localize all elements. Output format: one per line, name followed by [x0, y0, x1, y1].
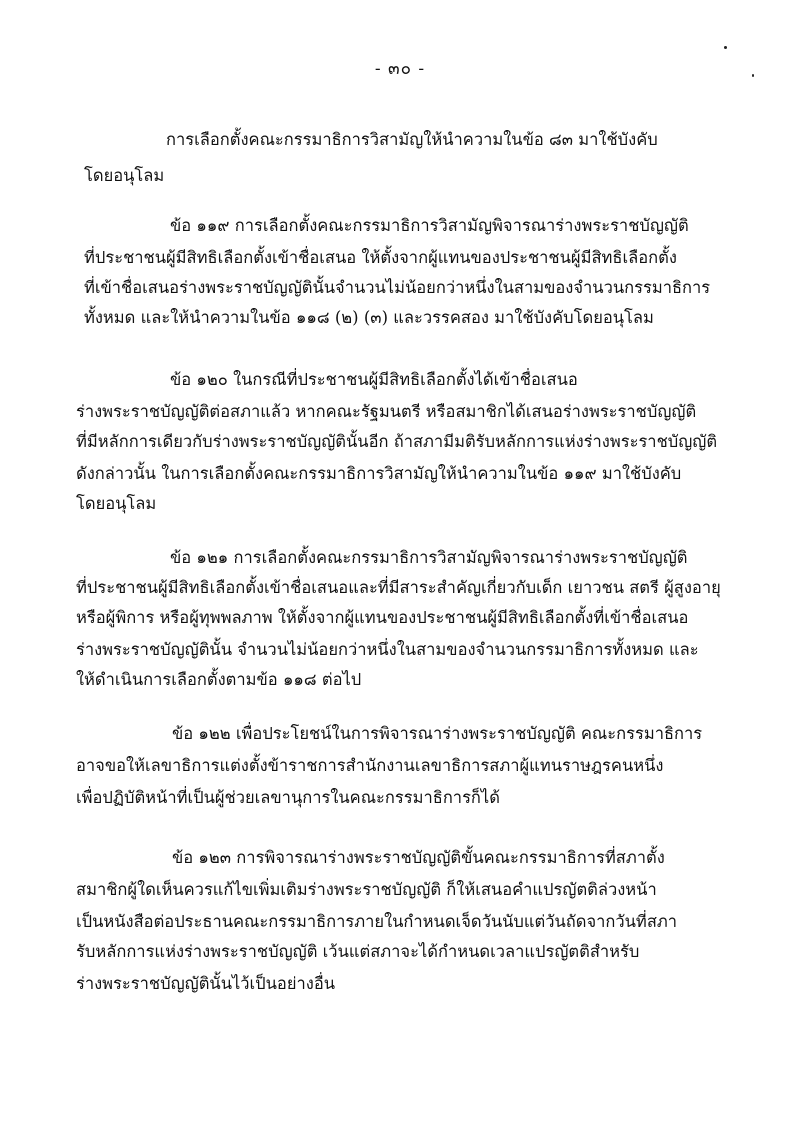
scan-speck — [752, 74, 754, 77]
text-line: หรือผู้พิการ หรือผู้ทุพพลภาพ ให้ตั้งจากผู้แทนของประชาชนผู้มีสิทธิเลือกตั้งที่เข้าชื่อเสนอ — [76, 608, 689, 627]
text-line: ที่มีหลักการเดียวกับร่างพระราชบัญญัตินั้นอีก ถ้าสภามีมติรับหลักการแห่งร่างพระราชบัญญัติ — [76, 432, 718, 451]
page-number: - ๓๐ - — [374, 59, 426, 79]
text-line: ข้อ ๑๑๙ การเลือกตั้งคณะกรรมาธิการวิสามัญพิจารณาร่างพระราชบัญญัติ — [170, 216, 689, 235]
text-line: ข้อ ๑๒๓ การพิจารณาร่างพระราชบัญญัติขั้นคณะกรรมาธิการที่สภาตั้ง — [172, 848, 665, 867]
text-line: ทั้งหมด และให้นำความในข้อ ๑๑๘ (๒) (๓) และวรรคสอง มาใช้บังคับโดยอนุโลม — [84, 308, 654, 327]
text-line: สมาชิกผู้ใดเห็นควรแก้ไขเพิ่มเติมร่างพระราชบัญญัติ ก็ให้เสนอคำแปรญัตติล่วงหน้า — [76, 880, 657, 899]
text-line: ร่างพระราชบัญญัติต่อสภาแล้ว หากคณะรัฐมนตรี หรือสมาชิกได้เสนอร่างพระราชบัญญัติ — [76, 402, 697, 421]
text-line: เพื่อปฏิบัติหน้าที่เป็นผู้ช่วยเลขานุการในคณะกรรมาธิการก็ได้ — [76, 788, 500, 807]
text-line: อาจขอให้เลขาธิการแต่งตั้งข้าราชการสำนักงานเลขาธิการสภาผู้แทนราษฎรคนหนึ่ง — [76, 756, 664, 775]
text-line: ให้ดำเนินการเลือกตั้งตามข้อ ๑๑๘ ต่อไป — [76, 670, 362, 689]
text-line: ข้อ ๑๒๐ ในกรณีที่ประชาชนผู้มีสิทธิเลือกตั้งได้เข้าชื่อเสนอ — [170, 370, 578, 389]
text-line: การเลือกตั้งคณะกรรมาธิการวิสามัญให้นำความในข้อ ๘๓ มาใช้บังคับ — [166, 130, 658, 149]
scan-speck — [724, 46, 727, 49]
text-line: ที่เข้าชื่อเสนอร่างพระราชบัญญัตินั้นจำนวนไม่น้อยกว่าหนึ่งในสามของจำนวนกรรมาธิการ — [84, 278, 711, 297]
text-line: ข้อ ๑๒๒ เพื่อประโยชน์ในการพิจารณาร่างพระราชบัญญัติ คณะกรรมาธิการ — [172, 724, 703, 743]
text-line: ดังกล่าวนั้น ในการเลือกตั้งคณะกรรมาธิการวิสามัญให้นำความในข้อ ๑๑๙ มาใช้บังคับ — [76, 464, 682, 483]
text-line: โดยอนุโลม — [84, 166, 165, 185]
text-line: รับหลักการแห่งร่างพระราชบัญญัติ เว้นแต่สภาจะได้กำหนดเวลาแปรญัตติสำหรับ — [76, 942, 640, 961]
text-line: ร่างพระราชบัญญัตินั้นไว้เป็นอย่างอื่น — [76, 974, 336, 993]
text-line: เป็นหนังสือต่อประธานคณะกรรมาธิการภายในกำหนดเจ็ดวันนับแต่วันถัดจากวันที่สภา — [76, 912, 678, 931]
text-line: ที่ประชาชนผู้มีสิทธิเลือกตั้งเข้าชื่อเสนอ ให้ตั้งจากผู้แทนของประชาชนผู้มีสิทธิเลือกตั้ง — [84, 248, 677, 267]
text-line: ร่างพระราชบัญญัตินั้น จำนวนไม่น้อยกว่าหนึ่งในสามของจำนวนกรรมาธิการทั้งหมด และ — [76, 640, 699, 659]
text-line: โดยอนุโลม — [76, 494, 157, 513]
text-line: ที่ประชาชนผู้มีสิทธิเลือกตั้งเข้าชื่อเสนอและที่มีสาระสำคัญเกี่ยวกับเด็ก เยาวชน สตรี ผู้สูงอายุ — [76, 578, 721, 597]
text-line: ข้อ ๑๒๑ การเลือกตั้งคณะกรรมาธิการวิสามัญพิจารณาร่างพระราชบัญญัติ — [170, 548, 688, 567]
